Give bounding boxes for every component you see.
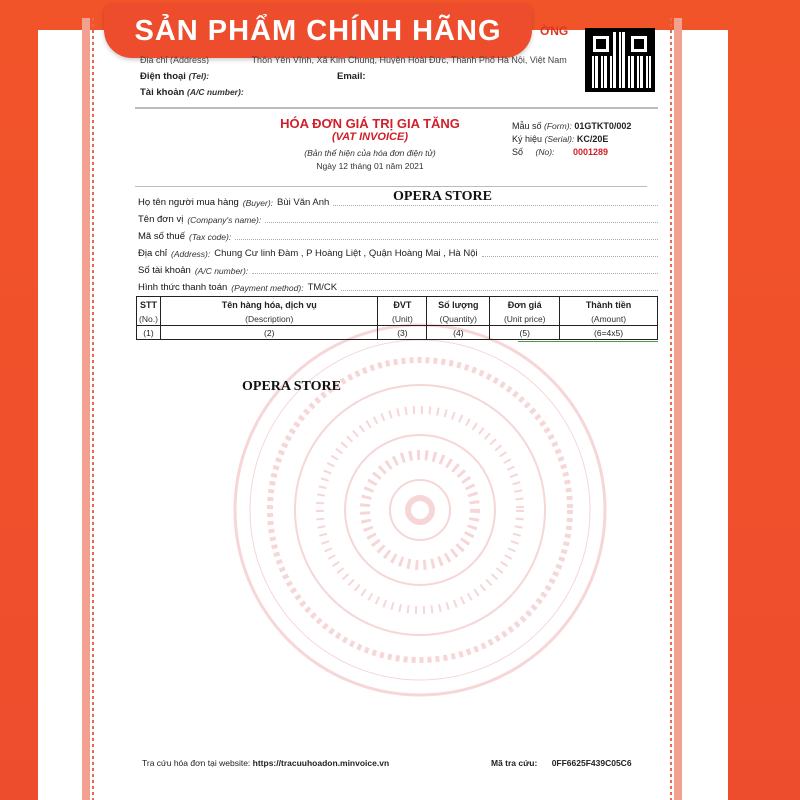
- buyer-company-row: [138, 211, 658, 225]
- col-number-5: (5): [490, 326, 560, 340]
- col-number-6: (6=4x5): [560, 326, 658, 340]
- lookup-label: Tra cứu hóa đơn tại website:: [142, 758, 251, 768]
- seller-email-label: Email:: [337, 71, 366, 82]
- seller-address-label: Địa chỉ: [140, 55, 168, 64]
- buyer-payment-label-en: (Payment method):: [231, 283, 304, 293]
- buyer-address-value: Chung Cư linh Đàm , P Hoàng Liệt , Quận Hoàng Mai , Hà Nội: [214, 248, 478, 259]
- seller-phone-label-en: (Tel):: [188, 71, 210, 81]
- invoice-form-row: [512, 121, 631, 131]
- seller-account-row: [140, 87, 244, 98]
- buyer-name-label: Họ tên người mua hàng: [138, 197, 239, 208]
- invoice-date: Ngày 12 tháng 01 năm 2021: [316, 161, 424, 171]
- buyer-account-row: [138, 262, 658, 276]
- invoice-subtitle: (VAT INVOICE): [332, 131, 408, 143]
- buyer-tax-row: [138, 228, 658, 242]
- buyer-address-label-en: (Address):: [171, 249, 211, 259]
- col-number-2: (2): [160, 326, 377, 340]
- items-table: [136, 296, 658, 340]
- seller-phone-row: [140, 71, 209, 82]
- serial-value: KC/20E: [576, 134, 609, 144]
- footer-lookup: [142, 758, 389, 768]
- table-number-row: [137, 326, 658, 340]
- col-number-1: (1): [137, 326, 161, 340]
- buyer-divider: [135, 186, 647, 187]
- table-header-row: [137, 297, 658, 313]
- seller-name-fragment: ỜNG: [540, 24, 569, 38]
- code-label: Mã tra cứu:: [491, 758, 538, 768]
- col-number-3: (3): [378, 326, 427, 340]
- no-label-en: (No):: [535, 147, 555, 157]
- qr-code-icon: [585, 28, 655, 92]
- form-value: 01GTKT0/002: [574, 121, 632, 131]
- buyer-payment-row: [138, 279, 658, 293]
- buyer-address-row: [138, 245, 658, 259]
- buyer-name-label-en: (Buyer):: [242, 198, 274, 208]
- store-stamp-top: OPERA STORE: [393, 189, 492, 204]
- buyer-account-label-en: (A/C number):: [194, 266, 249, 276]
- col-header-en-description: (Description): [160, 313, 377, 326]
- col-number-4: (4): [427, 326, 490, 340]
- code-value: 0FF6625F439C05C6: [551, 758, 632, 768]
- no-value: 0001289: [572, 147, 608, 157]
- invoice-no-row: [512, 147, 608, 157]
- footer-code: [491, 758, 632, 768]
- buyer-payment-value: TM/CK: [307, 282, 338, 293]
- buyer-company-label: Tên đơn vị: [138, 214, 184, 225]
- seller-address-value: Thôn Yên Vĩnh, Xã Kim Chung, Huyện Hoài Đức, Thành Phố Hà Nội, Việt Nam: [251, 55, 567, 64]
- invoice-note: (Bản thể hiện của hóa đơn điện tử): [304, 148, 436, 158]
- serial-label: Ký hiệu: [512, 134, 543, 144]
- header-divider: [135, 107, 658, 109]
- col-header-en-unit: (Unit): [378, 313, 427, 326]
- invoice-title: HÓA ĐƠN GIÁ TRỊ GIA TĂNG: [280, 116, 460, 131]
- buyer-tax-label-en: (Tax code):: [189, 232, 232, 242]
- col-header-en-stt: (No.): [137, 313, 161, 326]
- seller-address-row: [140, 55, 580, 64]
- seller-account-label: Tài khoản: [140, 87, 185, 98]
- form-label: Mẫu số: [512, 121, 542, 131]
- table-header-en-row: [137, 313, 658, 326]
- buyer-account-label: Số tài khoản: [138, 265, 191, 276]
- col-header-en-amount: (Amount): [560, 313, 658, 326]
- seller-address-label-en: (Address): [170, 55, 210, 64]
- col-header-quantity: Số lượng: [427, 297, 490, 313]
- col-header-amount: Thành tiền: [560, 297, 658, 313]
- no-label: Số: [512, 147, 524, 157]
- col-header-unit: ĐVT: [378, 297, 427, 313]
- col-header-unit-price: Đơn giá: [490, 297, 560, 313]
- green-underline: [518, 341, 658, 342]
- buyer-tax-label: Mã số thuế: [138, 231, 185, 242]
- store-stamp-middle: OPERA STORE: [242, 379, 341, 394]
- buyer-name-value: Bùi Văn Anh: [277, 197, 330, 208]
- authentic-product-banner: SẢN PHẨM CHÍNH HÃNG: [104, 4, 532, 58]
- col-header-stt: STT: [137, 297, 161, 313]
- col-header-en-unit-price: (Unit price): [490, 313, 560, 326]
- col-header-description: Tên hàng hóa, dịch vụ: [160, 297, 377, 313]
- col-header-en-quantity: (Quantity): [427, 313, 490, 326]
- serial-label-en: (Serial):: [544, 134, 575, 144]
- lookup-url[interactable]: https://tracuuhoadon.minvoice.vn: [252, 758, 390, 768]
- buyer-payment-label: Hình thức thanh toán: [138, 282, 228, 293]
- buyer-address-label: Địa chỉ: [138, 248, 168, 259]
- invoice-serial-row: [512, 134, 608, 144]
- seller-account-label-en: (A/C number):: [186, 87, 244, 97]
- seller-phone-label: Điện thoại: [140, 71, 186, 82]
- buyer-company-label-en: (Company's name):: [187, 215, 262, 225]
- form-label-en: (Form):: [544, 121, 572, 131]
